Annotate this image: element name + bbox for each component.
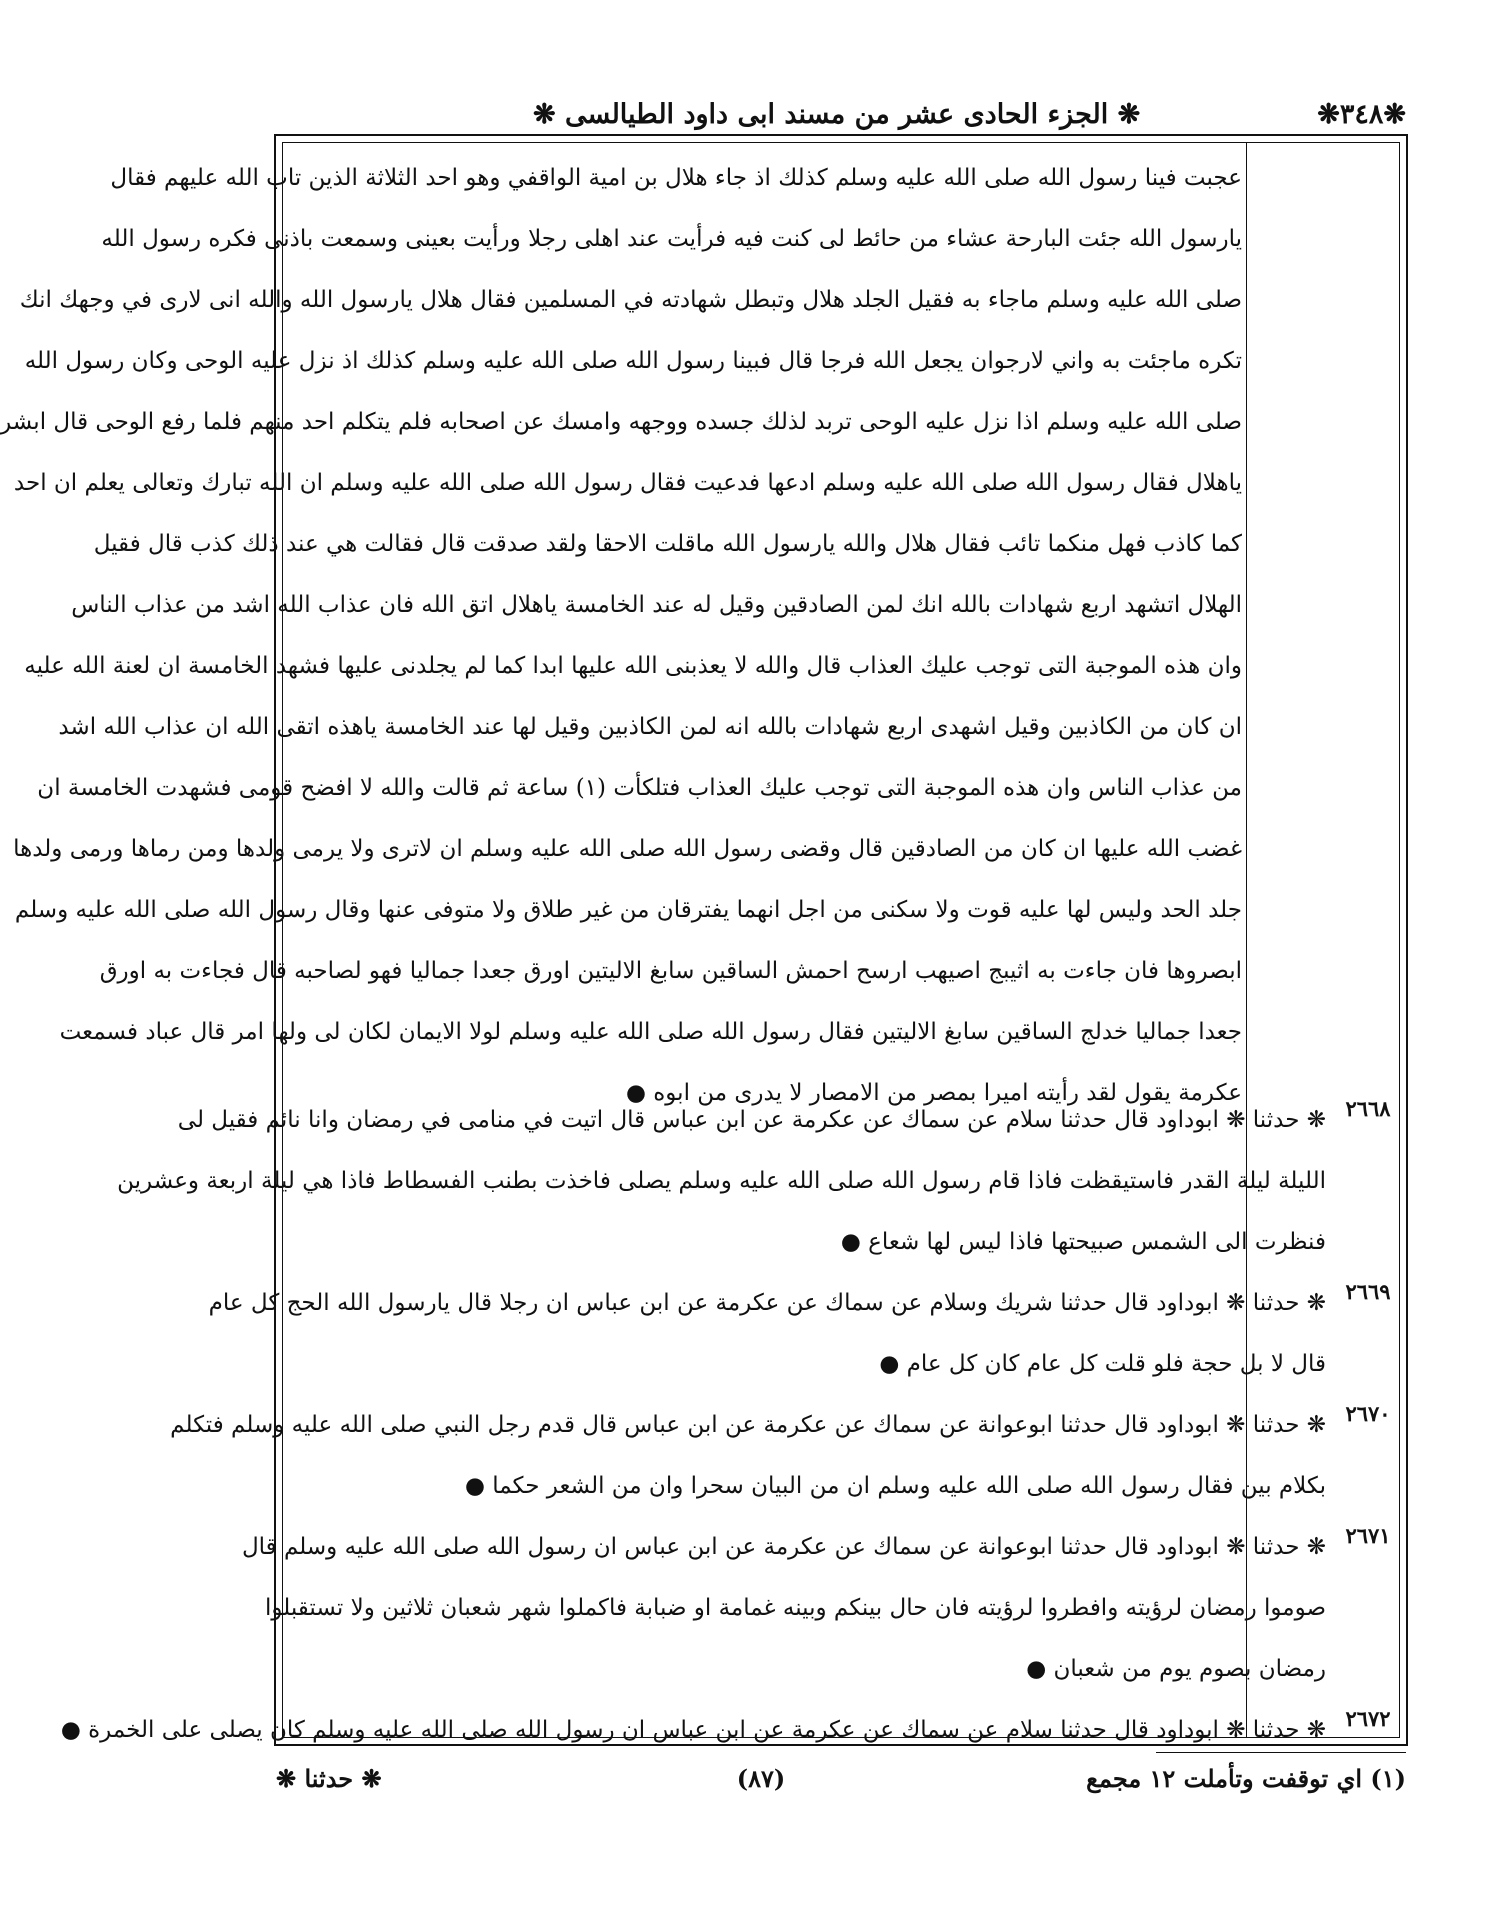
text-line: ❋ حدثنا ❋ ابوداود قال حدثنا سلام عن سماك عن عكرمة عن ابن عباس قال اتيت في منامى في رمضان وانا نائم فقيل لى — [177, 1107, 1326, 1133]
text-line: ان كان من الكاذبين وقيل اشهدى اربع شهادات بالله انه لمن الكاذبين وقيل لها عند الخامسة ياهذه اتقى الله ان عذاب الله اشد — [58, 714, 1242, 740]
text-line: رمضان بصوم يوم من شعبان ● — [1026, 1656, 1326, 1682]
text-line: من عذاب الناس وان هذه الموجبة التى توجب عليك العذاب فتلكأت (١) ساعة ثم قالت والله لا افضح قومى فشهدت الخامسة ان — [37, 775, 1242, 801]
hadith-entry — [170, 1395, 1396, 1517]
hadith-number: ٢٦٧١ — [1345, 1523, 1391, 1548]
hadith-entries — [60, 1090, 1396, 1761]
text-line: غضب الله عليها ان كان من الصادقين قال وقضى رسول الله صلى الله عليه وسلم ان لاترى ولا يرمى ولدها ومن رماها ورمى ولدها — [13, 836, 1242, 862]
text-line: ❋ حدثنا ❋ ابوداود قال حدثنا شريك وسلام عن سماك عن عكرمة عن ابن عباس ان رجلا قال يارسول الله الحج كل عام — [208, 1290, 1326, 1316]
page-number: ❋٣٤٨❋ — [1317, 98, 1406, 130]
text-line: ابصروها فان جاءت به اثيبج اصيهب ارسح احمش الساقين سابغ الاليتين اورق جعدا جماليا فهو لصاحبه قال فجاءت به اورق — [99, 958, 1242, 984]
hadith-number: ٢٦٧٠ — [1345, 1401, 1391, 1426]
text-line: قال لا بل حجة فلو قلت كل عام كان كل عام ● — [879, 1351, 1326, 1377]
catchword: ❋ حدثنا ❋ — [276, 1763, 382, 1793]
text-line: فنظرت الى الشمس صبيحتها فاذا ليس لها شعاع ● — [840, 1229, 1326, 1255]
text-line: كما كاذب فهل منكما تائب فقال هلال والله يارسول الله ماقلت الاحقا ولقد صدقت قال فقالت هي عند ذلك كذب قال فقيل — [93, 531, 1242, 557]
hadith-number: ٢٦٦٩ — [1345, 1279, 1391, 1304]
text-line: جلد الحد وليس لها عليه قوت ولا سكنى من اجل انهما يفترقان من غير طلاق ولا متوفى عنها وقال رسول الله صلى الله عليه وسلم — [14, 897, 1242, 923]
page-footer — [276, 1758, 1406, 1798]
signature-mark: (٨٧) — [736, 1763, 786, 1793]
footnote-rule — [1156, 1752, 1406, 1753]
text-line: عجبت فينا رسول الله صلى الله عليه وسلم كذلك اذ جاء هلال بن امية الواقفي وهو احد الثلاثة الذين تاب الله عليهم فقال — [110, 165, 1242, 191]
hadith-number: ٢٦٧٢ — [1345, 1706, 1391, 1731]
hadith-entry — [117, 1090, 1396, 1273]
text-line: جعدا جماليا خدلج الساقين سابغ الاليتين فقال رسول الله صلى الله عليه وسلم لولا الايمان لكان لى ولها امر قال عباد فسمعت — [59, 1019, 1242, 1045]
text-line: ❋ حدثنا ❋ ابوداود قال حدثنا ابوعوانة عن سماك عن عكرمة عن ابن عباس ان رسول الله صلى الله عليه وسلم قال — [241, 1534, 1326, 1560]
running-title: ❋ الجزء الحادى عشر من مسند ابى داود الطيالسى ❋ — [532, 98, 1141, 130]
main-text — [0, 148, 1242, 1124]
text-line: بكلام بين فقال رسول الله صلى الله عليه وسلم ان من البيان سحرا وان من الشعر حكما ● — [464, 1473, 1326, 1499]
text-line: وان هذه الموجبة التى توجب عليك العذاب قال والله لا يعذبنى الله عليها ابدا كما لم يجلدنى عليها فشهد الخامسة ان لعنة الله عليه — [24, 653, 1242, 679]
text-line: صلى الله عليه وسلم اذا نزل عليه الوحى تربد لذلك جسده ووجهه وامسك عن اصحابه فلم يتكلم احد منهم فلما رفع الوحى قال ابشر — [0, 409, 1242, 435]
text-line: ❋ حدثنا ❋ ابوداود قال حدثنا سلام عن سماك عن عكرمة عن ابن عباس ان رسول الله صلى الله عليه وسلم كان يصلى على الخمرة ● — [60, 1717, 1326, 1743]
text-line: تكره ماجئت به واني لارجوان يجعل الله فرجا قال فبينا رسول الله صلى الله عليه وسلم كذلك اذ نزل عليه الوحى وكان رسول الله — [24, 348, 1242, 374]
hadith-entry — [241, 1517, 1396, 1700]
text-line: الليلة ليلة القدر فاستيقظت فاذا قام رسول الله صلى الله عليه وسلم يصلى فاخذت بطنب الفسطاط فاذا هي ليلة اربعة وعشرين — [117, 1168, 1326, 1194]
footnote: (١) اي توقفت وتأملت ١٢ مجمع — [1086, 1763, 1406, 1793]
text-line: الهلال اتشهد اربع شهادات بالله انك لمن الصادقين وقيل له عند الخامسة ياهلال اتق الله فان عذاب الله اشد من عذاب الناس — [71, 592, 1242, 618]
text-line: ❋ حدثنا ❋ ابوداود قال حدثنا ابوعوانة عن سماك عن عكرمة عن ابن عباس قال قدم رجل النبي صلى الله عليه وسلم فتكلم — [170, 1412, 1326, 1438]
text-line: يارسول الله جئت البارحة عشاء من حائط لى كنت فيه فرأيت عند اهلى رجلا ورأيت بعينى وسمعت باذنى فكره رسول الله — [101, 226, 1242, 252]
hadith-number: ٢٦٦٨ — [1345, 1096, 1391, 1121]
hadith-entry — [208, 1273, 1396, 1395]
text-line: صلى الله عليه وسلم ماجاء به فقيل الجلد هلال وتبطل شهادته في المسلمين فقال هلال يارسول الله والله انى لارى في وجهك انك — [19, 287, 1242, 313]
text-line: صوموا رمضان لرؤيته وافطروا لرؤيته فان حال بينكم وبينه غمامة او ضبابة فاكملوا شهر شعبان ثلاثين ولا تستقبلوا — [264, 1595, 1326, 1621]
text-line: ياهلال فقال رسول الله صلى الله عليه وسلم ادعها فدعيت فقال رسول الله صلى الله عليه وسلم ان الله تبارك وتعالى يعلم ان احد — [13, 470, 1242, 496]
text-line: عكرمة يقول لقد رأيته اميرا بمصر من الامصار لا يدرى من ابوه ● — [625, 1080, 1242, 1106]
